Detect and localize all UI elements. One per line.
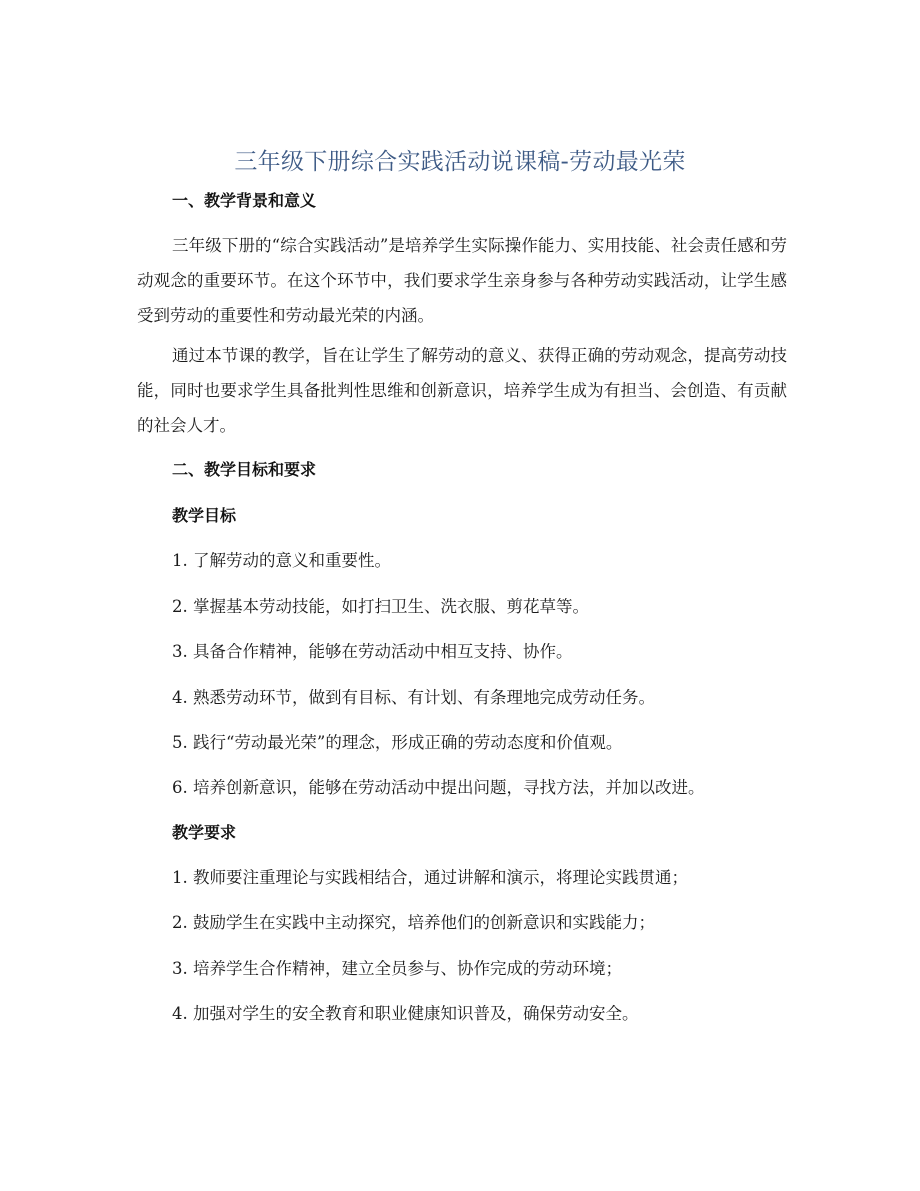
paragraph-background: 三年级下册的“综合实践活动”是培养学生实际操作能力、实用技能、社会责任感和劳动观念的重要环节。在这个环节中，我们要求学生亲身参与各种劳动实践活动，让学生感受到劳动的重要性和劳动最光荣的内涵。 bbox=[137, 236, 787, 325]
subheading-requirements: 教学要求 bbox=[172, 823, 237, 842]
paragraph-purpose: 通过本节课的教学，旨在让学生了解劳动的意义、获得正确的劳动观念，提高劳动技能，同时也要求学生具备批判性思维和创新意识，培养学生成为有担当、会创造、有贡献的社会人才。 bbox=[137, 346, 787, 435]
goal-item: 4. 熟悉劳动环节，做到有目标、有计划、有条理地完成劳动任务。 bbox=[172, 688, 655, 707]
goal-item: 5. 践行“劳动最光荣”的理念，形成正确的劳动态度和价值观。 bbox=[172, 733, 623, 752]
goal-item: 6. 培养创新意识，能够在劳动活动中提出问题，寻找方法，并加以改进。 bbox=[172, 778, 705, 797]
requirement-item: 3. 培养学生合作精神，建立全员参与、协作完成的劳动环境； bbox=[172, 959, 622, 978]
document-title: 三年级下册综合实践活动说课稿-劳动最光荣 bbox=[234, 149, 686, 175]
requirement-item: 2. 鼓励学生在实践中主动探究，培养他们的创新意识和实践能力； bbox=[172, 913, 655, 932]
goal-item: 2. 掌握基本劳动技能，如打扫卫生、洗衣服、剪花草等。 bbox=[172, 597, 589, 616]
requirement-item: 4. 加强对学生的安全教育和职业健康知识普及，确保劳动安全。 bbox=[172, 1004, 639, 1023]
subheading-goals: 教学目标 bbox=[172, 506, 237, 525]
section-heading-goals-requirements: 二、教学目标和要求 bbox=[172, 460, 317, 479]
goal-item: 1. 了解劳动的意义和重要性。 bbox=[172, 551, 391, 570]
goal-item: 3. 具备合作精神，能够在劳动活动中相互支持、协作。 bbox=[172, 642, 573, 661]
requirement-item: 1. 教师要注重理论与实践相结合，通过讲解和演示，将理论实践贯通； bbox=[172, 868, 688, 887]
section-heading-background: 一、教学背景和意义 bbox=[172, 191, 317, 210]
